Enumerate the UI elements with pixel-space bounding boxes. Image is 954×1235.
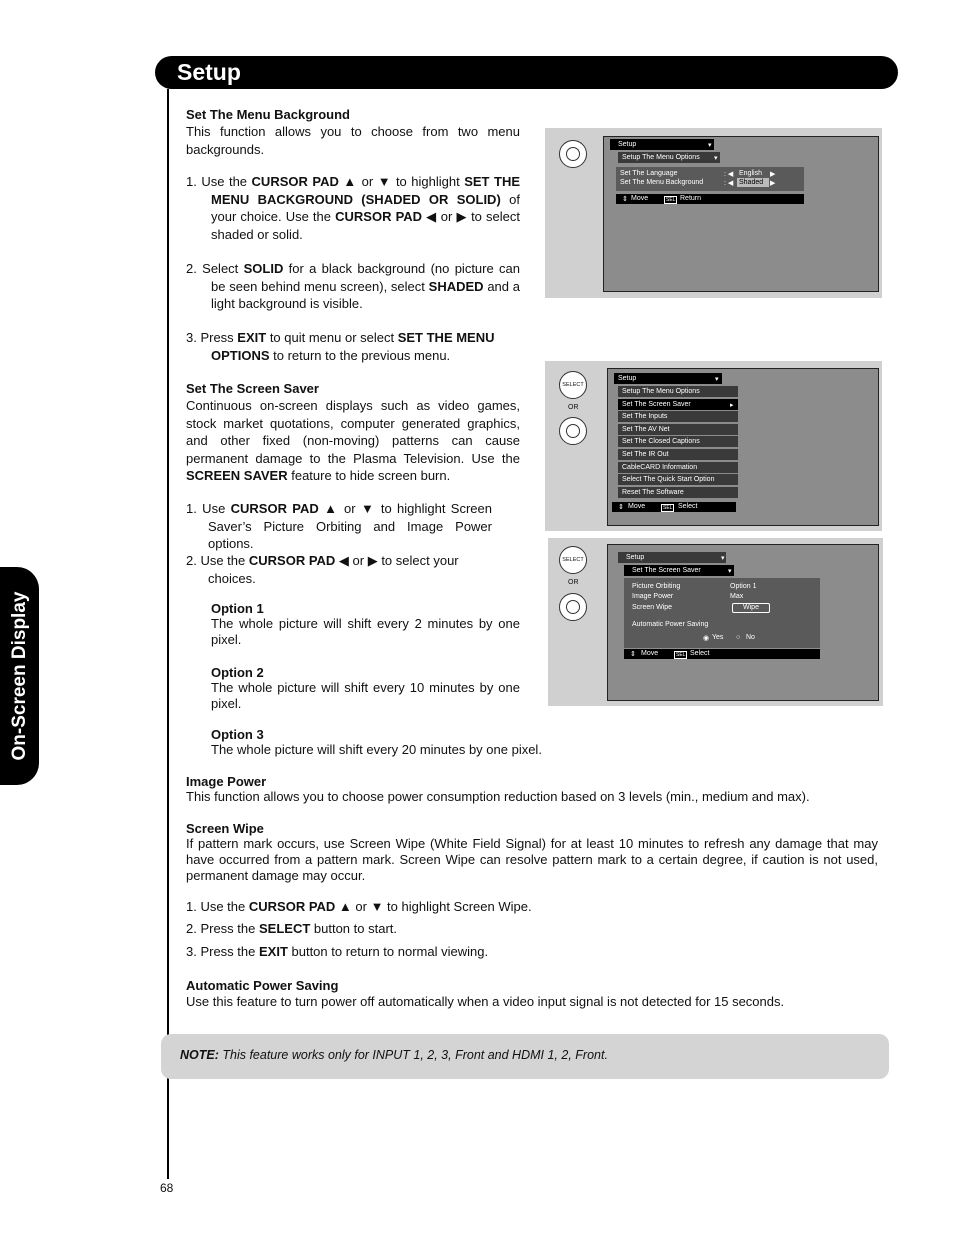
menu-item[interactable]: [618, 424, 738, 435]
page-number: 68: [160, 1181, 174, 1195]
radio-empty-icon[interactable]: ○: [736, 634, 741, 641]
menu-item[interactable]: [618, 399, 738, 410]
menu-bg-step-2: 2. Select SOLID for a black background (no picture can be seen behind menu screen), select SHADED and a light background is visible.: [186, 261, 520, 311]
menu-item[interactable]: [618, 386, 738, 397]
tv-screen: [603, 136, 879, 292]
menu-item-label: Reset The Software: [622, 488, 684, 496]
help-move: Move: [631, 195, 649, 202]
sel-key-icon: SEL: [663, 505, 673, 511]
cursor-pad-icon: [559, 417, 587, 445]
language-value: English: [739, 170, 762, 177]
wipe-button[interactable]: Wipe: [732, 603, 770, 613]
wipe-step-2: 2. Press the SELECT button to start.: [186, 921, 397, 936]
menu-item-label: Set The Inputs: [622, 413, 668, 421]
menu-item-label: Set The AV Net: [622, 425, 670, 433]
help-move: Move: [628, 503, 646, 510]
or-label: OR: [568, 579, 579, 586]
menu-item[interactable]: [618, 436, 738, 447]
saver-step-1: 1. Use CURSOR PAD ▲ or ▼ to highlight Screen Saver’s Picture Orbiting and Image Power options.: [186, 501, 493, 551]
option-2-title: Option 2: [211, 665, 264, 680]
arrow-right-icon: ▶: [770, 171, 776, 178]
submenu-arrow-icon: ▸: [730, 401, 734, 409]
help-move: Move: [641, 650, 659, 657]
wipe-step-3: 3. Press the EXIT button to return to normal viewing.: [186, 944, 489, 959]
arrow-right-icon: ▶: [770, 180, 776, 187]
or-label: OR: [568, 404, 579, 411]
cursor-pad-icon: [559, 140, 587, 168]
menu-item-label: Select The Quick Start Option: [622, 476, 715, 484]
menu-item-label: Set The IR Out: [622, 451, 669, 458]
menu-bg-intro: This function allows you to choose from two menu backgrounds.: [186, 124, 520, 157]
image-power-heading: Image Power: [186, 774, 267, 789]
wipe-text: If pattern mark occurs, use Screen Wipe (White Field Signal) for at least 10 minutes to refresh any damage that may have occurred from a pattern mark. Screen Wipe can resolve pattern mark to a certain degree, if caution is not used, permanent damage may occur.: [186, 836, 878, 883]
tv-screen: [607, 544, 879, 701]
updown-icon: ⇕: [630, 651, 636, 658]
menu-item[interactable]: [618, 449, 738, 460]
margin-rule: [167, 89, 169, 1179]
no-label: No: [746, 634, 755, 641]
option-2-desc: The whole picture will shift every 10 minutes by one pixel.: [211, 680, 520, 711]
menu-item[interactable]: [618, 474, 738, 485]
saver-step-2: 2. Use the CURSOR PAD ◀ or ▶ to select your choices.: [186, 553, 459, 586]
aps-text: Use this feature to turn power off automatically when a video input signal is not detected for 15 seconds.: [186, 994, 785, 1009]
sel-key-icon: SEL: [676, 652, 686, 658]
screenshot-menu-background: [545, 128, 882, 298]
option-3-desc: The whole picture will shift every 20 minutes by one pixel.: [211, 742, 542, 757]
select-button-icon: SELECT: [559, 371, 587, 399]
menu-bg-step-1: 1. Use the CURSOR PAD ▲ or ▼ to highlight SET THE MENU BACKGROUND (SHADED OR SOLID) of your choice. Use the CURSOR PAD ◀ or ▶ to select shaded or solid.: [186, 174, 521, 242]
help-select: Select: [678, 503, 698, 510]
help-select: Select: [690, 650, 710, 657]
cursor-pad-icon: [559, 593, 587, 621]
yes-label: Yes: [712, 634, 724, 641]
power-value: Max: [730, 593, 744, 600]
section-tab-label: On-Screen Display: [8, 591, 30, 761]
help-return: Return: [680, 195, 702, 202]
orbit-label: Picture Orbiting: [632, 583, 681, 590]
menu-item-label: Setup The Menu Options: [622, 388, 700, 395]
page-header: [155, 56, 898, 89]
screenshot-screen-saver: [548, 538, 883, 706]
option-1-desc: The whole picture will shift every 2 minutes by one pixel.: [211, 616, 520, 647]
move-icon: ⇕: [618, 504, 624, 511]
dropdown-icon: ▾: [714, 155, 718, 162]
background-value: Shaded: [739, 179, 764, 186]
screenshot-setup-menu: [545, 361, 882, 531]
arrow-left-icon: : ◀: [724, 171, 734, 178]
menu-bg-step-3: 3. Press EXIT to quit menu or select SET THE MENU OPTIONS to return to the previous menu.: [186, 330, 495, 363]
section-tab: [0, 567, 39, 785]
tv-screen: [607, 368, 879, 526]
wipe-heading: Screen Wipe: [186, 821, 264, 836]
language-label: Set The Language: [620, 170, 678, 177]
menu-title: Setup: [626, 554, 645, 561]
page-title: Setup: [177, 59, 241, 85]
note-box: [161, 1034, 889, 1079]
wipe-label: Screen Wipe: [632, 604, 673, 611]
option-3-title: Option 3: [211, 727, 264, 742]
aps-heading: Automatic Power Saving: [186, 978, 339, 993]
updown-icon: ⇕: [622, 196, 628, 203]
menu-title: Setup: [618, 375, 637, 382]
sel-key-icon: SEL: [666, 197, 676, 203]
saver-intro: Continuous on-screen displays such as video games, stock market quotations, computer generated graphics, and other fixed (non-moving) patterns can cause permanent damage to the Plasma Television. Use the SCREEN SAVER feature to hide screen burn.: [186, 398, 520, 483]
background-label: Set The Menu Background: [620, 179, 704, 186]
menu-item[interactable]: [618, 487, 738, 498]
menu-item-label: CableCARD Information: [622, 463, 698, 471]
orbit-value: Option 1: [730, 583, 757, 590]
submenu-title: Set The Screen Saver: [632, 567, 701, 574]
menu-item[interactable]: [618, 411, 738, 422]
menu-item[interactable]: [618, 462, 738, 473]
dropdown-icon: ▾: [728, 568, 732, 575]
note-text: NOTE: This feature works only for INPUT 1, 2, 3, Front and HDMI 1, 2, Front.: [180, 1048, 608, 1062]
dropdown-icon: ▾: [715, 376, 719, 383]
image-power-text: This function allows you to choose power consumption reduction based on 3 levels (min., medium and max).: [186, 789, 810, 804]
wipe-step-1: 1. Use the CURSOR PAD ▲ or ▼ to highlight Screen Wipe.: [186, 899, 532, 914]
dropdown-icon: ▾: [721, 555, 725, 562]
submenu-title: Setup The Menu Options: [622, 154, 700, 161]
saver-heading: Set The Screen Saver: [186, 381, 319, 396]
arrow-left-icon: : ◀: [724, 180, 734, 187]
menu-item-label: Set The Screen Saver: [622, 400, 691, 408]
dropdown-icon: ▾: [708, 142, 712, 149]
select-button-icon: SELECT: [559, 546, 587, 574]
radio-selected-icon[interactable]: ◉: [703, 635, 710, 642]
menu-title: Setup: [618, 141, 637, 148]
aps-label: Automatic Power Saving: [632, 621, 709, 628]
power-label: Image Power: [632, 593, 674, 600]
option-1-title: Option 1: [211, 601, 264, 616]
menu-bg-heading: Set The Menu Background: [186, 107, 350, 122]
menu-item-label: Set The Closed Captions: [622, 438, 700, 446]
